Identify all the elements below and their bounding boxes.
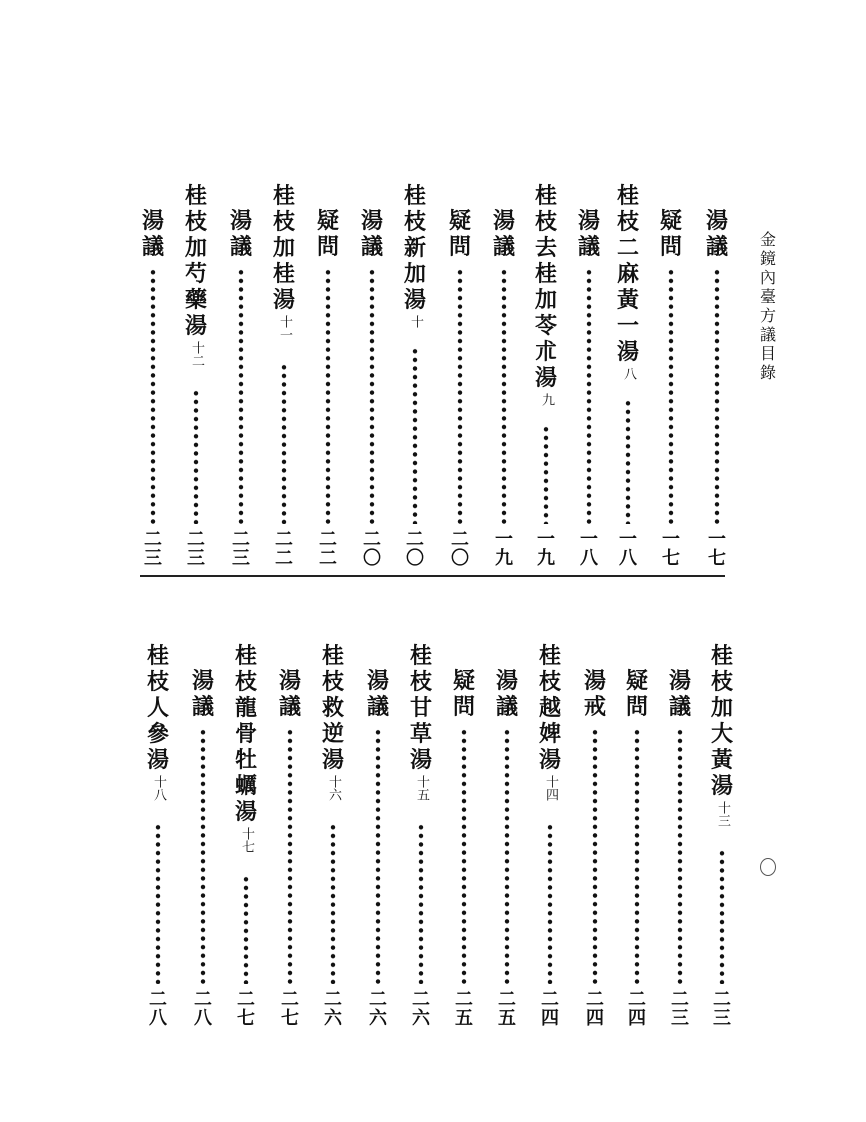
title-char: 議 (278, 694, 301, 720)
page-digit: 八 (149, 1008, 167, 1029)
toc-entry[interactable] (228, 208, 254, 570)
title-char: 甘 (409, 695, 432, 721)
leader-dots (243, 875, 249, 984)
title-char: 新 (403, 235, 426, 261)
title-char: 大 (710, 721, 733, 747)
page-digit: 二 (455, 989, 473, 1010)
page-digit: 八 (580, 548, 598, 569)
leader-dots (634, 728, 640, 984)
page-digit: 二 (149, 989, 167, 1010)
title-char: 湯 (409, 747, 432, 773)
title-char: 湯 (534, 365, 557, 391)
page-number (145, 990, 171, 1028)
title-char: 牡 (234, 747, 257, 773)
page-number (667, 990, 693, 1028)
title-char: 議 (705, 234, 728, 260)
toc-entry[interactable] (658, 208, 684, 570)
page-digit: 五 (498, 1008, 516, 1029)
title-char: 枝 (403, 209, 426, 235)
title-char: 枝 (321, 669, 344, 695)
page-number (658, 530, 684, 568)
entry-number: 十五 (414, 775, 429, 801)
title-char: 逆 (321, 721, 344, 747)
page-digit: 二 (541, 989, 559, 1010)
header-char: 金 (759, 230, 776, 249)
title-char: 湯 (360, 208, 383, 234)
entry-number: 八 (621, 367, 636, 380)
leader-dots (677, 728, 683, 984)
page-number (615, 530, 641, 568)
entry-title (626, 668, 648, 720)
toc-entry[interactable] (576, 208, 602, 570)
header-char: 議 (759, 325, 776, 344)
page-digit: 二 (187, 529, 205, 550)
page-digit: 九 (495, 548, 513, 569)
entry-title (535, 183, 557, 391)
entry-title (453, 668, 475, 720)
entry-title (142, 208, 164, 260)
entry-title (539, 643, 561, 773)
page-number (315, 530, 341, 568)
title-char: 問 (448, 234, 471, 260)
page-digit: 二 (319, 529, 337, 550)
page-number (624, 990, 650, 1028)
page-number (491, 530, 517, 568)
page-digit: 七 (237, 1008, 255, 1029)
toc-entry[interactable] (365, 668, 391, 1030)
page-digit: 二 (319, 548, 337, 569)
entry-title (317, 208, 339, 260)
leader-dots (412, 347, 418, 524)
title-char: 湯 (321, 747, 344, 773)
title-char: 枝 (184, 209, 207, 235)
leader-dots (457, 268, 463, 524)
page-number (140, 530, 166, 568)
title-char: 湯 (705, 208, 728, 234)
header-char: 目 (759, 344, 776, 363)
title-char: 議 (366, 694, 389, 720)
page-digit: 二 (412, 989, 430, 1010)
title-char: 枝 (710, 669, 733, 695)
page-digit: 三 (671, 1008, 689, 1029)
title-char: 湯 (229, 208, 252, 234)
page-number (365, 990, 391, 1028)
toc-entry[interactable] (183, 183, 209, 570)
toc-entry[interactable] (145, 643, 171, 1030)
page-number (576, 530, 602, 568)
title-char: 朮 (534, 339, 557, 365)
page-digit: 二 (281, 989, 299, 1010)
toc-entry[interactable] (667, 668, 693, 1030)
leader-dots (369, 268, 375, 524)
leader-dots (543, 425, 549, 524)
leader-dots (200, 728, 206, 984)
entry-title (410, 643, 432, 773)
title-char: 人 (146, 695, 169, 721)
entry-title (660, 208, 682, 260)
page-digit: 二 (237, 989, 255, 1010)
page-digit: 二 (406, 529, 424, 550)
header-char: 錄 (759, 363, 776, 382)
title-char: 湯 (278, 668, 301, 694)
title-char: 草 (409, 721, 432, 747)
header-char: 鏡 (759, 249, 776, 268)
page-digit: 三 (187, 548, 205, 569)
page-number (582, 990, 608, 1028)
toc-entry[interactable] (709, 643, 735, 1030)
title-char: 湯 (272, 287, 295, 313)
title-char: 黃 (710, 747, 733, 773)
header-char: 臺 (759, 287, 776, 306)
title-char: 桂 (321, 643, 344, 669)
page-number (709, 990, 735, 1028)
title-char: 疑 (452, 668, 475, 694)
title-char: 議 (229, 234, 252, 260)
title-char: 議 (495, 694, 518, 720)
title-char: 藥 (184, 287, 207, 313)
leader-dots (586, 268, 592, 524)
entry-title (192, 668, 214, 720)
entry-title (404, 183, 426, 313)
title-char: 骨 (234, 721, 257, 747)
entry-number: 十三 (715, 801, 730, 827)
toc-entry[interactable] (402, 183, 428, 570)
title-char: 桂 (146, 643, 169, 669)
page-digit: 四 (628, 1008, 646, 1029)
title-char: 湯 (234, 799, 257, 825)
entry-number: 十一 (277, 315, 292, 341)
entry-title (367, 668, 389, 720)
page-number (320, 990, 346, 1028)
page-digit: 一 (708, 529, 726, 550)
page-digit: 二 (194, 989, 212, 1010)
toc-entry[interactable] (320, 643, 346, 1030)
title-char: 枝 (272, 209, 295, 235)
page-digit: 九 (537, 548, 555, 569)
title-char: 加 (710, 695, 733, 721)
running-header (757, 230, 779, 382)
title-char: 枝 (534, 209, 557, 235)
entry-number: 九 (539, 393, 554, 406)
title-char: 湯 (403, 287, 426, 313)
page-number (494, 990, 520, 1028)
title-char: 議 (141, 234, 164, 260)
leader-dots (375, 728, 381, 984)
entry-title (711, 643, 733, 799)
toc-entry[interactable] (494, 668, 520, 1030)
title-char: 議 (492, 234, 515, 260)
title-char: 疑 (659, 208, 682, 234)
title-char: 麻 (616, 261, 639, 287)
title-char: 龍 (234, 695, 257, 721)
leader-dots (592, 728, 598, 984)
title-char: 婢 (538, 721, 561, 747)
page-digit: 六 (324, 1008, 342, 1029)
title-char: 蠣 (234, 773, 257, 799)
leader-dots (330, 823, 336, 984)
title-char: 問 (452, 694, 475, 720)
toc-entry[interactable] (533, 183, 559, 570)
title-char: 桂 (403, 183, 426, 209)
leader-dots (714, 268, 720, 524)
entry-title (273, 183, 295, 313)
page-number (447, 530, 473, 568)
title-char: 桂 (234, 643, 257, 669)
title-char: 加 (272, 235, 295, 261)
title-char: 桂 (710, 643, 733, 669)
page-digit: 七 (708, 548, 726, 569)
leader-dots (155, 823, 161, 984)
page-digit: 二 (324, 989, 342, 1010)
page-number (359, 530, 385, 568)
leader-dots (625, 399, 631, 524)
page-digit: 四 (541, 1008, 559, 1029)
title-char: 參 (146, 721, 169, 747)
title-char: 湯 (583, 668, 606, 694)
page-digit: 一 (537, 529, 555, 550)
page-digit: 二 (369, 989, 387, 1010)
entry-title (185, 183, 207, 339)
toc-entry[interactable] (582, 668, 608, 1030)
entry-title (361, 208, 383, 260)
leader-dots (501, 268, 507, 524)
entry-number: 十六 (326, 775, 341, 801)
page-digit: 二 (713, 989, 731, 1010)
page-digit: 五 (455, 1008, 473, 1029)
page-number (451, 990, 477, 1028)
page-digit: 一 (495, 529, 513, 550)
leader-dots (238, 268, 244, 524)
margin-circle-mark (760, 858, 776, 876)
entry-title (706, 208, 728, 260)
toc-entry[interactable] (233, 643, 259, 1030)
title-char: 疑 (316, 208, 339, 234)
title-char: 加 (403, 261, 426, 287)
header-char: 方 (759, 306, 776, 325)
toc-entry[interactable] (140, 208, 166, 570)
page-number (228, 530, 254, 568)
page-digit: 二 (275, 548, 293, 569)
toc-entry[interactable] (359, 208, 385, 570)
title-char: 二 (616, 235, 639, 261)
toc-entry[interactable] (624, 668, 650, 1030)
title-char: 問 (625, 694, 648, 720)
title-char: 加 (534, 287, 557, 313)
page-digit: 二 (451, 529, 469, 550)
title-char: 湯 (366, 668, 389, 694)
leader-dots (668, 268, 674, 524)
page-digit: 七 (281, 1008, 299, 1029)
page-digit: 二 (144, 529, 162, 550)
page-digit: 〇 (451, 548, 469, 569)
title-char: 桂 (272, 183, 295, 209)
leader-dots (719, 849, 725, 984)
leader-dots (547, 823, 553, 984)
entry-title (322, 643, 344, 773)
page-number (271, 530, 297, 568)
entry-title (235, 643, 257, 825)
toc-entry[interactable] (447, 208, 473, 570)
page-digit: 一 (580, 529, 598, 550)
page-number (533, 530, 559, 568)
title-char: 湯 (577, 208, 600, 234)
title-char: 湯 (492, 208, 515, 234)
entry-title (496, 668, 518, 720)
title-char: 黃 (616, 287, 639, 313)
title-char: 湯 (191, 668, 214, 694)
page-digit: 二 (586, 989, 604, 1010)
page-number (402, 530, 428, 568)
title-char: 桂 (534, 261, 557, 287)
page-digit: 二 (498, 989, 516, 1010)
title-char: 芍 (184, 261, 207, 287)
title-char: 議 (191, 694, 214, 720)
title-char: 疑 (625, 668, 648, 694)
title-char: 湯 (668, 668, 691, 694)
entry-number: 十七 (239, 827, 254, 853)
toc-entry[interactable] (537, 643, 563, 1030)
page-number (183, 530, 209, 568)
page-number (704, 530, 730, 568)
page-number (537, 990, 563, 1028)
page-digit: 〇 (363, 548, 381, 569)
entry-title (493, 208, 515, 260)
title-char: 桂 (184, 183, 207, 209)
toc-entry[interactable] (277, 668, 303, 1030)
page-digit: 三 (144, 548, 162, 569)
toc-entry[interactable] (615, 183, 641, 570)
title-char: 一 (616, 313, 639, 339)
title-char: 疑 (448, 208, 471, 234)
page-number (277, 990, 303, 1028)
leader-dots (193, 389, 199, 524)
title-char: 枝 (409, 669, 432, 695)
title-char: 枝 (234, 669, 257, 695)
title-char: 議 (668, 694, 691, 720)
toc-entry[interactable] (704, 208, 730, 570)
page-digit: 二 (232, 529, 250, 550)
page-number (233, 990, 259, 1028)
title-char: 桂 (272, 261, 295, 287)
page-digit: 二 (671, 989, 689, 1010)
page-digit: 三 (713, 1008, 731, 1029)
title-char: 桂 (534, 183, 557, 209)
entry-title (279, 668, 301, 720)
divider-rule (140, 575, 725, 577)
title-char: 加 (184, 235, 207, 261)
toc-entry[interactable] (491, 208, 517, 570)
toc-entry[interactable] (451, 668, 477, 1030)
title-char: 湯 (538, 747, 561, 773)
entry-number: 十四 (543, 775, 558, 801)
page-digit: 二 (628, 989, 646, 1010)
entry-number: 十 (408, 315, 423, 328)
page-digit: 一 (619, 529, 637, 550)
page-digit: 〇 (406, 548, 424, 569)
toc-entry[interactable] (408, 643, 434, 1030)
entry-number: 十二 (189, 341, 204, 367)
title-char: 戒 (583, 694, 606, 720)
leader-dots (325, 268, 331, 524)
title-char: 苓 (534, 313, 557, 339)
leader-dots (287, 728, 293, 984)
title-char: 枝 (146, 669, 169, 695)
entry-number: 十八 (151, 775, 166, 801)
title-char: 桂 (409, 643, 432, 669)
leader-dots (461, 728, 467, 984)
page-digit: 六 (369, 1008, 387, 1029)
toc-entry[interactable] (315, 208, 341, 570)
title-char: 枝 (538, 669, 561, 695)
leader-dots (418, 823, 424, 984)
header-char: 內 (759, 268, 776, 287)
entry-title (230, 208, 252, 260)
title-char: 去 (534, 235, 557, 261)
page-digit: 二 (275, 529, 293, 550)
page-digit: 七 (662, 548, 680, 569)
page-digit: 八 (194, 1008, 212, 1029)
page-digit: 四 (586, 1008, 604, 1029)
title-char: 問 (316, 234, 339, 260)
toc-entry[interactable] (271, 183, 297, 570)
title-char: 桂 (538, 643, 561, 669)
page-number (408, 990, 434, 1028)
entry-title (617, 183, 639, 365)
title-char: 議 (577, 234, 600, 260)
title-char: 湯 (616, 339, 639, 365)
entry-title (669, 668, 691, 720)
title-char: 枝 (616, 209, 639, 235)
page-digit: 三 (232, 548, 250, 569)
title-char: 湯 (710, 773, 733, 799)
title-char: 問 (659, 234, 682, 260)
leader-dots (150, 268, 156, 524)
entry-title (147, 643, 169, 773)
title-char: 湯 (184, 313, 207, 339)
title-char: 救 (321, 695, 344, 721)
title-char: 湯 (495, 668, 518, 694)
title-char: 湯 (146, 747, 169, 773)
page-digit: 二 (363, 529, 381, 550)
page-number (190, 990, 216, 1028)
leader-dots (504, 728, 510, 984)
entry-title (578, 208, 600, 260)
leader-dots (281, 363, 287, 524)
entry-title (584, 668, 606, 720)
title-char: 越 (538, 695, 561, 721)
page-digit: 一 (662, 529, 680, 550)
entry-title (449, 208, 471, 260)
page-digit: 八 (619, 548, 637, 569)
page-digit: 六 (412, 1008, 430, 1029)
title-char: 議 (360, 234, 383, 260)
title-char: 桂 (616, 183, 639, 209)
title-char: 湯 (141, 208, 164, 234)
toc-entry[interactable] (190, 668, 216, 1030)
